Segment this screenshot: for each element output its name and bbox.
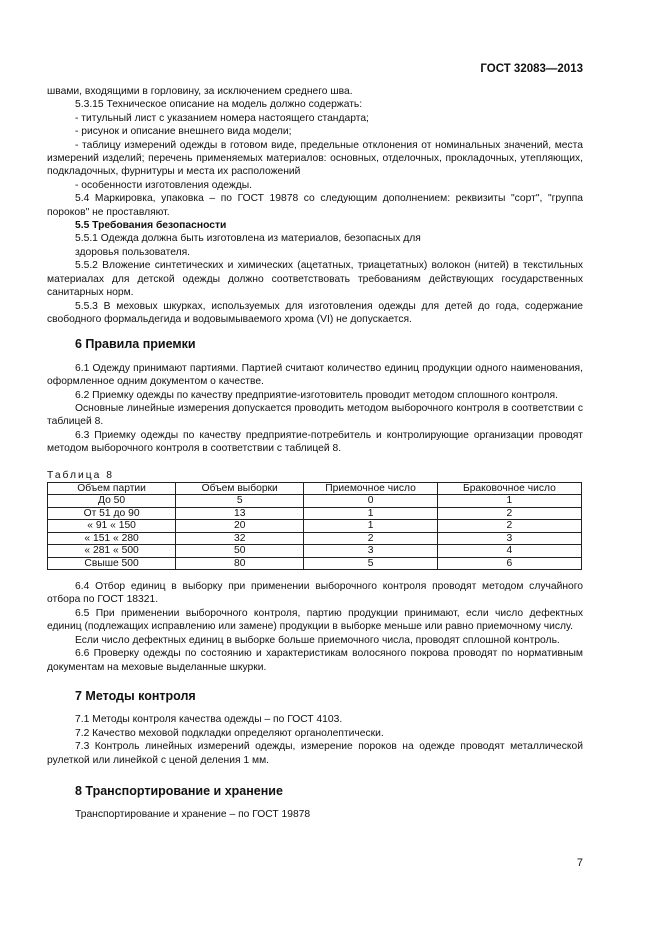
table-cell: « 281 « 500 (48, 545, 176, 558)
table-cell: 6 (437, 557, 581, 570)
paragraph: 6.5 При применении выборочного контроля, партию продукции принимают, если число дефектных единиц (подлежащих исправлению или замене) продукции в выборке меньше или равно приемочному числу. (47, 607, 583, 633)
table-cell: 13 (176, 507, 304, 520)
paragraph: 6.6 Проверку одежды по состоянию и характеристикам волосяного покрова проводят по нормативным документам на меховые выделанные шкурки. (47, 648, 583, 673)
paragraph: 5.4 Маркировка, упаковка – по ГОСТ 19878 со следующим дополнением: реквизиты "сорт", "группа пороков" не проставляют. (47, 193, 583, 218)
paragraph: 7.2 Качество меховой подкладки определяют органолептически. (75, 727, 384, 739)
document-body (47, 85, 583, 822)
table-row (48, 507, 582, 520)
table-cell: 5 (304, 557, 438, 570)
table-cell: От 51 до 90 (48, 507, 176, 520)
section-heading: 8 Транспортирование и хранение (75, 783, 283, 798)
paragraph: 5.3.15 Техническое описание на модель должно содержать: (75, 99, 363, 111)
paragraph: здоровья пользователя. (75, 246, 191, 258)
paragraph: 7.3 Контроль линейных измерений одежды, измерение пороков на одежде проводят металлической рулеткой или линейкой с ценой деления 1 мм. (47, 741, 583, 766)
column-header: Объем выборки (176, 482, 304, 495)
paragraph: 6.1 Одежду принимают партиями. Партией считают количество единиц продукции одного наименования, оформленное одним документом о качестве. (47, 362, 583, 388)
table-cell: 80 (176, 557, 304, 570)
table-cell: 0 (304, 495, 438, 508)
paragraph: 5.5.3 В меховых шкурках, используемых для изготовления одежды для детей до года, содержание свободного формальдегида и водовымываемого хрома (VI) не допускается. (47, 300, 583, 325)
paragraph: Если число дефектных единиц в выборке больше приемочного числа, проводят сплошной контроль. (75, 634, 560, 646)
table-cell: 2 (437, 507, 581, 520)
table-cell: 3 (437, 532, 581, 545)
table-cell: 5 (176, 495, 304, 508)
table-cell: Свыше 500 (48, 557, 176, 570)
list-item: - титульный лист с указанием номера настоящего стандарта; (75, 112, 369, 124)
column-header: Объем партии (48, 482, 176, 495)
table-cell: 32 (176, 532, 304, 545)
section-heading: 6 Правила приемки (75, 337, 196, 352)
table-cell: 1 (304, 507, 438, 520)
sampling-table (47, 482, 582, 571)
document-code: ГОСТ 32083—2013 (480, 63, 583, 75)
table-row (48, 495, 582, 508)
table-row (48, 520, 582, 533)
table-cell: « 91 « 150 (48, 520, 176, 533)
table-row (48, 545, 582, 558)
table-cell: 1 (304, 520, 438, 533)
table-cell: 2 (437, 520, 581, 533)
paragraph: 5.5.1 Одежда должна быть изготовлена из материалов, безопасных для (75, 233, 421, 245)
list-item: - рисунок и описание внешнего вида модели; (75, 126, 292, 138)
paragraph: Основные линейные измерения допускается проводить методом выборочного контроля в соответствии с таблицей 8. (47, 402, 583, 428)
paragraph: 6.2 Приемку одежды по качеству предприятие-изготовитель проводит методом сплошного контроля. (75, 389, 558, 401)
section-heading: 7 Методы контроля (75, 688, 196, 703)
table-cell: 1 (437, 495, 581, 508)
table-cell: 2 (304, 532, 438, 545)
table-cell: « 151 « 280 (48, 532, 176, 545)
table-caption: Таблица 8 (47, 469, 114, 481)
paragraph: 6.4 Отбор единиц в выборку при применении выборочного контроля проводят методом случайного отбора по ГОСТ 18321. (47, 581, 583, 606)
paragraph: швами, входящими в горловину, за исключением среднего шва. (47, 86, 353, 97)
paragraph: 7.1 Методы контроля качества одежды – по ГОСТ 4103. (75, 714, 343, 726)
table-row (48, 532, 582, 545)
paragraph: 5.5.2 Вложение синтетических и химических (ацетатных, триацетатных) волокон (нитей) в текстильных материалах для детской одежды должно соответствовать требованиям действующих государственных санитарных норм. (47, 260, 583, 299)
table-header-row (48, 482, 582, 495)
table-row (48, 557, 582, 570)
table-cell: 4 (437, 545, 581, 558)
subsection-heading: 5.5 Требования безопасности (75, 220, 227, 232)
table-cell: 3 (304, 545, 438, 558)
table-cell: 20 (176, 520, 304, 533)
list-item: - особенности изготовления одежды. (75, 179, 253, 191)
table-cell: 50 (176, 545, 304, 558)
list-item: - таблицу измерений одежды в готовом виде, предельные отклонения от номинальных значений, места измерений изделий; перечень применяемых материалов: основных, отделочных, прокладочных, утепляющих, подкладочных, фурнитуры и места их расположений (47, 139, 583, 178)
paragraph: Транспортирование и хранение – по ГОСТ 19878 (75, 809, 311, 821)
column-header: Приемочное число (304, 482, 438, 495)
paragraph: 6.3 Приемку одежды по качеству предприятие-потребитель и контролирующие организации проводят методом выборочного контроля в соответствии с таблицей 8. (47, 429, 583, 455)
table-cell: До 50 (48, 495, 176, 508)
column-header: Браковочное число (437, 482, 581, 495)
page-number: 7 (576, 857, 583, 869)
